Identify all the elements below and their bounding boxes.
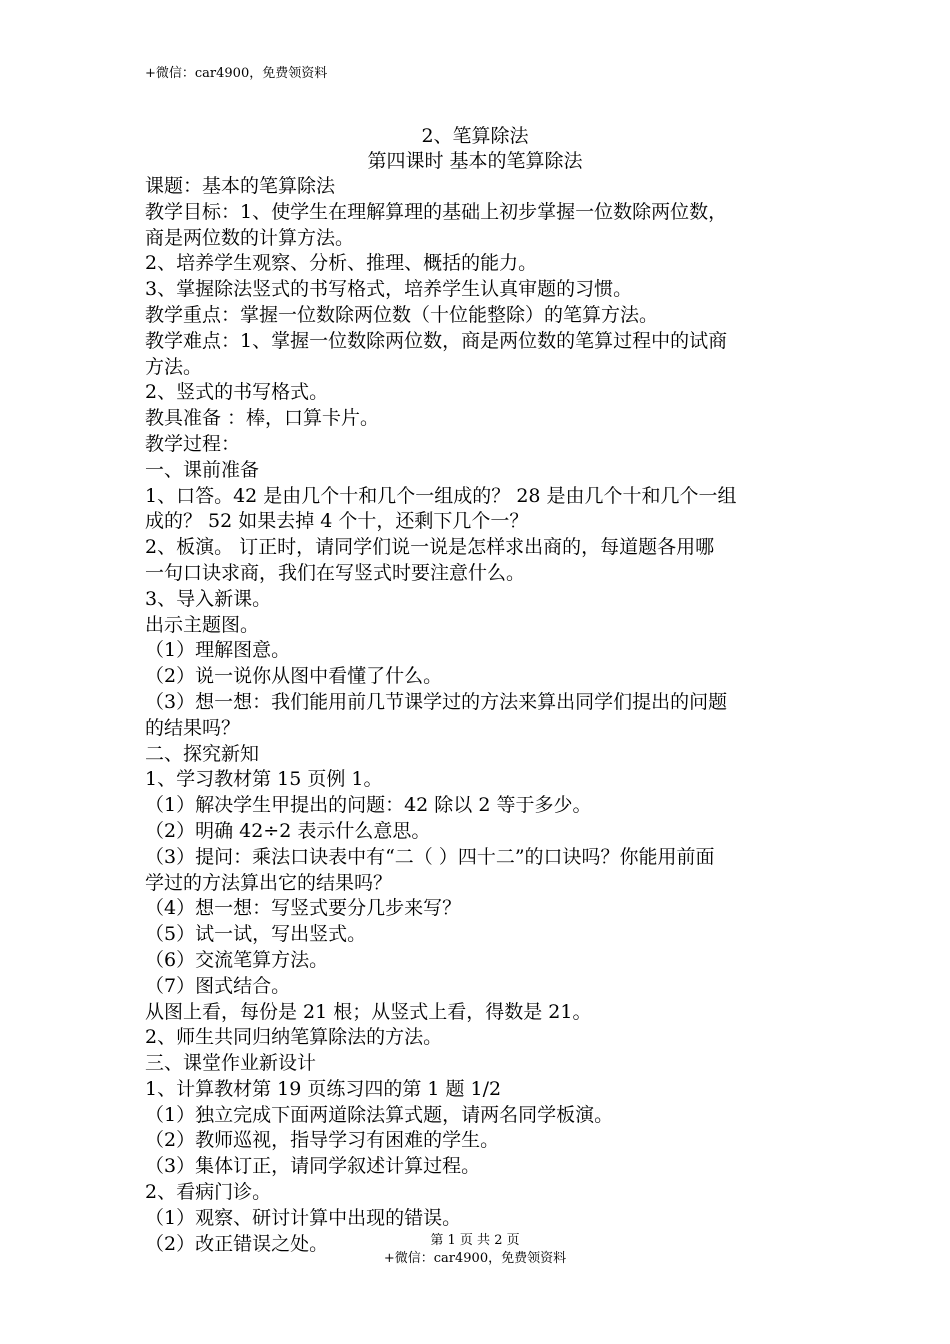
text-line: 二、探究新知 xyxy=(145,742,260,765)
text-line: 商是两位数的计算方法。 xyxy=(145,226,355,249)
text-line: 出示主题图。 xyxy=(145,613,260,636)
text-line: 1、口答。42 是由几个十和几个一组成的？ 28 是由几个十和几个一组 xyxy=(145,484,737,507)
text-line: 三、课堂作业新设计 xyxy=(145,1052,317,1075)
text-line: 1、学习教材第 15 页例 1。 xyxy=(145,768,383,791)
text-line: （2）教师巡视，指导学习有困难的学生。 xyxy=(145,1129,500,1152)
text-line: 教学重点：掌握一位数除两位数（十位能整除）的笔算方法。 xyxy=(145,303,659,326)
text-line: （4）想一想：写竖式要分几步来写？ xyxy=(145,897,462,920)
text-line: 成的？ 52 如果去掉 4 个十，还剩下几个一？ xyxy=(145,510,529,533)
text-line: 一句口诀求商，我们在写竖式时要注意什么。 xyxy=(145,561,526,584)
text-line: 课题：基本的笔算除法 xyxy=(145,175,336,197)
text-line: 3、导入新课。 xyxy=(145,587,272,610)
text-line: 3、掌握除法竖式的书写格式，培养学生认真审题的习惯。 xyxy=(145,278,633,301)
document-body xyxy=(145,174,815,1257)
text-line: （1）独立完成下面两道除法算式题，请两名同学板演。 xyxy=(145,1103,614,1126)
text-line: （5）试一试，写出竖式。 xyxy=(145,923,367,946)
text-line: （2）改正错误之处。 xyxy=(145,1232,329,1255)
text-line: 从图上看，每份是 21 根；从竖式上看，得数是 21。 xyxy=(145,1000,592,1023)
page-number: 第 1 页 共 2 页 xyxy=(430,1233,520,1248)
text-line: 2、竖式的书写格式。 xyxy=(145,381,329,404)
text-line: 的结果吗？ xyxy=(145,716,241,739)
text-line: （2）明确 42÷2 表示什么意思。 xyxy=(145,819,431,842)
text-line: （3）想一想：我们能用前几节课学过的方法来算出同学们提出的问题 xyxy=(145,690,728,713)
document-subtitle: 第四课时 基本的笔算除法 xyxy=(367,150,583,172)
document-title: 2、笔算除法 xyxy=(421,125,529,147)
text-line: 学过的方法算出它的结果吗？ xyxy=(145,871,393,894)
text-line: （2）说一说你从图中看懂了什么。 xyxy=(145,665,443,688)
text-line: 2、培养学生观察、分析、推理、概括的能力。 xyxy=(145,252,538,275)
footer-note: +微信：car4900，免费领资料 xyxy=(383,1251,567,1266)
text-line: 方法。 xyxy=(145,355,203,378)
text-line: （3）提问：乘法口诀表中有“二（ ）四十二”的口诀吗？你能用前面 xyxy=(145,845,715,868)
text-line: （3）集体订正，请同学叙述计算过程。 xyxy=(145,1155,481,1178)
text-line: 教具准备 ：棒，口算卡片。 xyxy=(145,407,380,430)
text-line: 2、板演。 订正时，请同学们说一说是怎样求出商的，每道题各用哪 xyxy=(145,536,715,559)
text-line: （1）观察、研讨计算中出现的错误。 xyxy=(145,1206,462,1229)
text-line: 教学过程： xyxy=(145,432,241,455)
text-line: （6）交流笔算方法。 xyxy=(145,948,329,971)
text-line: 教学难点：1、掌握一位数除两位数，商是两位数的笔算过程中的试商 xyxy=(145,329,728,352)
text-line: 2、师生共同归纳笔算除法的方法。 xyxy=(145,1026,443,1049)
text-line: 1、计算教材第 19 页练习四的第 1 题 1/2 xyxy=(145,1077,502,1100)
text-line: （1）解决学生甲提出的问题：42 除以 2 等于多少。 xyxy=(145,794,592,817)
text-line: 2、看病门诊。 xyxy=(145,1181,272,1204)
header-note: +微信：car4900，免费领资料 xyxy=(145,66,328,81)
text-line: （1）理解图意。 xyxy=(145,639,291,662)
text-line: 一、课前准备 xyxy=(145,458,260,481)
text-line: （7）图式结合。 xyxy=(145,974,291,997)
text-line: 教学目标：1、使学生在理解算理的基础上初步掌握一位数除两位数， xyxy=(145,200,728,223)
